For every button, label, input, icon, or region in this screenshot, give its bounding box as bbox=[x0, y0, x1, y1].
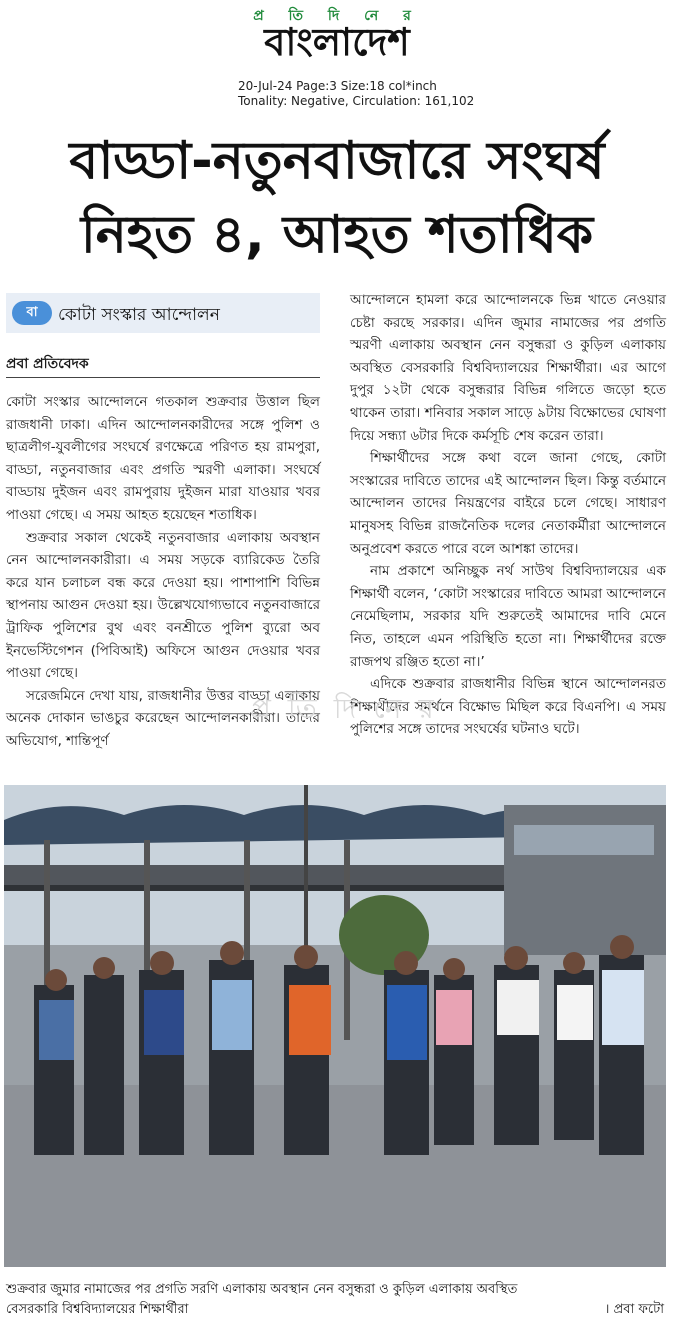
paragraph: নাম প্রকাশে অনিচ্ছুক নর্থ সাউথ বিশ্ববিদ্যালয়ের এক শিক্ষার্থী বলেন, ‘কোটা সংস্কারের দাবিতে আমরা আন্দোলনে নেমেছিলাম, সরকার যদি শুরুতেই আমাদের দাবি মেনে নিত, তাহলে এমন পরিস্থিতি হতো না। শিক্ষার্থীদের রক্তে রাজপথ রঞ্জিত হতো না।’ bbox=[350, 563, 666, 670]
clip-meta-line-2: Tonality: Negative, Circulation: 161,102 bbox=[238, 94, 475, 108]
paragraph: সরেজমিনে দেখা যায়, রাজধানীর উত্তর বাড্ডা এলাকায় অনেক দোকান ভাঙচুর করেছেন আন্দোলনকারীরা। তাদের অভিযোগ, শান্তিপূর্ণ bbox=[6, 687, 320, 749]
masthead bbox=[0, 0, 674, 80]
headline-line-1: বাড্ডা-নতুনবাজারে সংঘর্ষ bbox=[69, 131, 605, 191]
photo-caption-line-2: বেসরকারি বিশ্ববিদ্যালয়ের শিক্ষার্থীরা bbox=[6, 1302, 189, 1317]
topic-tag-text: কোটা সংস্কার আন্দোলন bbox=[58, 305, 220, 325]
masthead-logo: বাংলাদেশ bbox=[264, 20, 410, 64]
photo-credit: । প্রবা ফটো bbox=[604, 1302, 664, 1317]
paragraph: এদিকে শুক্রবার রাজধানীর বিভিন্ন স্থানে আন্দোলনরত শিক্ষার্থীদের সমর্থনে বিক্ষোভ মিছিল করে বিএনপি। এ সময় পুলিশের সঙ্গে তাদের সংঘর্ষের ঘটনাও ঘটে। bbox=[350, 676, 666, 738]
paragraph: আন্দোলনে হামলা করে আন্দোলনকে ভিন্ন খাতে নেওয়ার চেষ্টা করছে সরকার। এদিন জুমার নামাজের পর প্রগতি স্মরণী এলাকায় অবস্থান নেন বসুন্ধরা ও কুড়িল এলাকায় অবস্থিত বেসরকারি বিশ্ববিদ্যালয়ের শিক্ষার্থীরা। এর আগে দুপুর ১২টা থেকে বসুন্ধরার বিভিন্ন গলিতে জড়ো হতে থাকেন তারা। শনিবার সকাল সাড়ে ৯টায় বিক্ষোভের ঘোষণা দিয়ে সন্ধ্যা ৬টার দিকে কর্মসূচি শেষ করেন তারা। bbox=[350, 292, 666, 444]
masthead-small-title: প্র তি দি নে র bbox=[253, 8, 421, 24]
paragraph: কোটা সংস্কার আন্দোলনে গতকাল শুক্রবার উত্তাল ছিল রাজধানী ঢাকা। এদিন আন্দোলনকারীদের সঙ্গে পুলিশ ও ছাত্রলীগ-যুবলীগের সংঘর্ষে রণক্ষেত্রে পরিণত হয় রামপুরা, বাড্ডা, নতুনবাজার এবং প্রগতি স্মরণী এলাকা। সংঘর্ষে বাড্ডায় দুইজন এবং রামপুরায় দুইজন মারা যাওয়ার খবর পাওয়া গেছে। এ সময় আহত হয়েছেন শতাধিক। bbox=[6, 394, 320, 523]
news-photo bbox=[4, 785, 666, 1267]
clip-meta-line-1: 20-Jul-24 Page:3 Size:18 col*inch bbox=[238, 79, 437, 93]
paragraph: শিক্ষার্থীদের সঙ্গে কথা বলে জানা গেছে, কোটা সংস্কারের দাবিতে তাদের এই আন্দোলন ছিল। কিন্তু বর্তমানে আন্দোলন তাদের নিয়ন্ত্রণের বাইরে চলে গেছে। সাধারণ মানুষসহ বিভিন্ন রাজনৈতিক দলের নেতাকর্মীরা আন্দোলনে অনুপ্রবেশ করতে পারে বলে আশঙ্কা তাদের। bbox=[350, 450, 666, 557]
photo-caption-line-1: শুক্রবার জুমার নামাজের পর প্রগতি সরণি এলাকায় অবস্থান নেন বসুন্ধরা ও কুড়িল এলাকায় অবস্থিত bbox=[6, 1282, 518, 1297]
watermark: প্র তি দি নে র bbox=[250, 692, 438, 725]
street-protest-illustration bbox=[4, 785, 666, 1267]
byline: প্রবা প্রতিবেদক bbox=[6, 356, 89, 372]
headline-line-2: নিহত ৪, আহত শতাধিক bbox=[80, 205, 594, 265]
byline-divider bbox=[6, 377, 320, 378]
paragraph: শুক্রবার সকাল থেকেই নতুনবাজার এলাকায় অবস্থান নেন আন্দোলনকারীরা। এ সময় সড়কে ব্যারিকেড তৈরি করে যান চলাচল বন্ধ করে দেওয়া হয়। পাশাপাশি বিভিন্ন স্থাপনায় আগুন দেওয়া হয়। উল্লেখযোগ্যভাবে নতুনবাজারে ট্রাফিক পুলিশের বুথ এবং বনশ্রীতে পুলিশ ব্যুরো অব ইনভেস্টিগেশন (পিবিআই) অফিসে আগুন দেওয়ার খবর পাওয়া গেছে। bbox=[6, 529, 320, 682]
topic-tag-badge: বা bbox=[12, 301, 52, 325]
topic-tag bbox=[6, 293, 320, 333]
article-right-column bbox=[350, 289, 666, 741]
